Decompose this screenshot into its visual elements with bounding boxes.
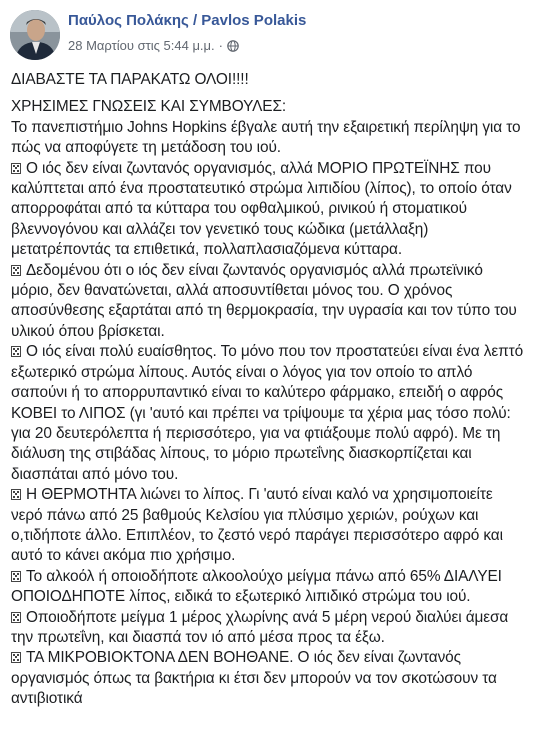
post-headline: ΔΙΑΒΑΣΤΕ ΤΑ ΠΑΡΑΚΑΤΩ ΟΛΟΙ!!!! <box>11 71 249 88</box>
post-meta <box>68 38 239 53</box>
author-avatar[interactable] <box>10 10 60 60</box>
bullet-paragraph <box>11 567 544 608</box>
section-title: ΧΡΗΣΙΜΕΣ ΓΝΩΣΕΙΣ ΚΑΙ ΣΥΜΒΟΥΛΕΣ: <box>11 98 287 116</box>
post-timestamp[interactable]: 28 Μαρτίου στις 5:44 μ.μ. <box>68 38 215 53</box>
post-body <box>11 70 544 710</box>
unknown-glyph-icon <box>11 265 21 276</box>
bullet-text: Ο ιός είναι πολύ ευαίσθητος. Το μόνο που τον προστατεύει είναι ένα λεπτό εξωτερικό στρώμα λίπους. Αυτός είναι ο λόγος για τον οποίο το απλό σαπούνι ή το απορρυπαντικό είναι το καλύτερο φάρμακο, επειδή ο αφρός ΚΟΒΕΙ το ΛΙΠΟΣ (γι 'αυτό και πρέπει να τρίψουμε τα χέρια μας τόσο πολύ: για 20 δευτερόλεπτα ή περισσότερο, για να φτιάξουμε πολύ αφρό). Με τη διάλυση της στιβάδας λίπους, το μόριο πρωτεΐνης διασκορπίζεται και διασπάται από μόνο του. <box>11 343 524 483</box>
bullet-paragraph <box>11 342 544 485</box>
intro-paragraph: Το πανεπιστήμιο Johns Hopkins έβγαλε αυτή την εξαιρετική περίληψη για το πώς να αποφύγετε τη μετάδοση του ιού. <box>11 118 521 157</box>
bullet-paragraph <box>11 608 544 649</box>
unknown-glyph-icon <box>11 489 21 500</box>
bullet-paragraph <box>11 648 544 709</box>
bullet-text: Οποιοδήποτε μείγμα 1 μέρος χλωρίνης ανά 5 μέρη νερού διαλύει άμεσα την πρωτεΐνη, και διασπά τον ιό από μέσα προς τα έξω. <box>11 608 509 646</box>
unknown-glyph-icon <box>11 612 21 623</box>
bullet-text: Δεδομένου ότι ο ιός δεν είναι ζωντανός οργανισμός αλλά πρωτεϊνικό μόριο, δεν θανατώνεται, αλλά αποσυντίθεται μόνος του. Ο χρόνος αποσύνθεσης εξαρτάται από τη θερμοκρασία, την υγρασία και τον τύπο του υλικού όπου βρίσκεται. <box>11 261 517 340</box>
post-author-name[interactable]: Παύλος Πολάκης / Pavlos Polakis <box>68 12 307 29</box>
bullet-text: ΤΑ ΜΙΚΡΟΒΙΟΚΤΟΝΑ ΔΕΝ ΒΟΗΘΑΝΕ. Ο ιός δεν είναι ζωντανός οργανισμός όπως τα βακτήρια κι έτσι δεν μπορούν να τον σκοτώσουν τα αντιβιοτικά <box>11 649 497 708</box>
bullet-text: Ο ιός δεν είναι ζωντανός οργανισμός, αλλά ΜΟΡΙΟ ΠΡΩΤΕΪΝΗΣ που καλύπτεται από ένα προστατευτικό στρώμα λιπιδίου (λίπος), το οποίο όταν απορροφάται από τα κύτταρα του οφθαλμικού, ρινικού ή στοματικού βλεννογόνου και αλλάζει τον γενετικό τους κώδικα (μετάλλαξη) μετατρέποντάς τα επιθετικά, πολλαπλασιαζόμενα κύτταρα. <box>11 159 512 259</box>
unknown-glyph-icon <box>11 346 21 357</box>
avatar-photo <box>10 10 60 60</box>
unknown-glyph-icon <box>11 652 21 663</box>
bullet-text: Η ΘΕΡΜΟΤΗΤΑ λιώνει το λίπος. Γι 'αυτό είναι καλό να χρησιμοποιείτε νερό πάνω από 25 βαθμούς Κελσίου για πλύσιμο χεριών, ρούχων και ο,τιδήποτε άλλο. Επιπλέον, το ζεστό νερό παράγει περισσότερο αφρό και αυτό το κάνει ακόμα πιο χρήσιμο. <box>11 486 503 565</box>
post-header <box>10 6 540 62</box>
bullet-paragraph <box>11 159 544 261</box>
bullet-text: Το αλκοόλ ή οποιοδήποτε αλκοολούχο μείγμα πάνω από 65% ΔΙΑΛΥΕΙ ΟΠΟΙΟΔΗΠΟΤΕ λίπος, ειδικά το εξωτερικό λιπιδικό στρώμα του ιού. <box>11 567 502 606</box>
bullet-paragraph <box>11 485 544 567</box>
unknown-glyph-icon <box>11 163 21 174</box>
meta-separator: · <box>218 38 223 53</box>
bullet-paragraph <box>11 261 544 343</box>
globe-icon[interactable] <box>227 40 239 52</box>
unknown-glyph-icon <box>11 571 21 582</box>
